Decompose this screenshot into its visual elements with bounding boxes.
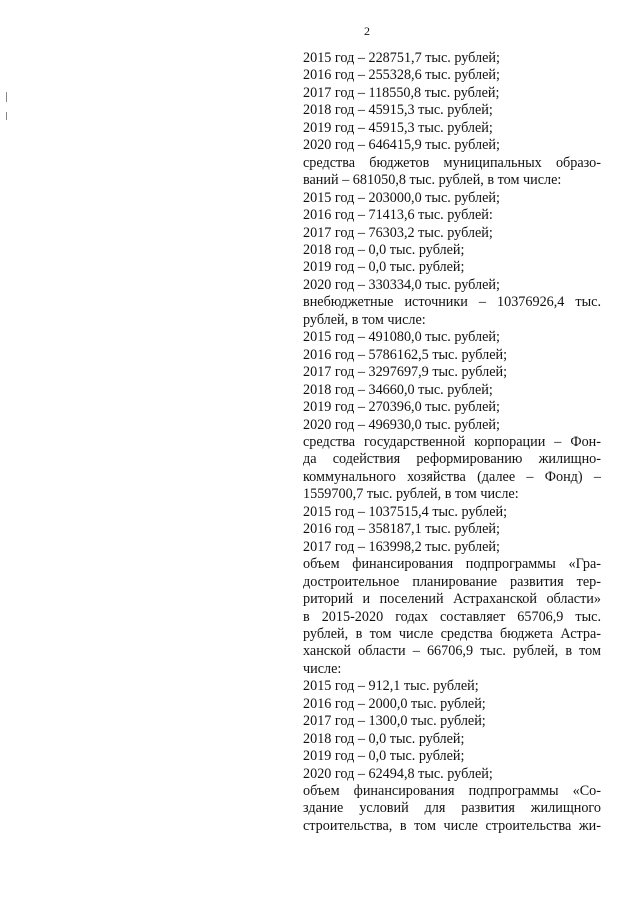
text-line: в 2015-2020 годах составляет 65706,9 тыс.	[303, 608, 601, 625]
text-line: 2016 год – 2000,0 тыс. рублей;	[303, 695, 486, 712]
text-line: коммунального хозяйства (далее – Фонд) –	[303, 468, 601, 485]
text-line: рублей, в том числе средства бюджета Астра-	[303, 625, 601, 642]
text-line: здание условий для развития жилищного	[303, 800, 601, 817]
text-line: 2018 год – 34660,0 тыс. рублей;	[303, 381, 493, 398]
text-line: 2018 год – 0,0 тыс. рублей;	[303, 241, 465, 258]
text-line: числе:	[303, 660, 342, 677]
text-line: строительства, в том числе строительства жи-	[303, 817, 601, 834]
text-line: достроительное планирование развития тер-	[303, 573, 601, 590]
text-line: 2015 год – 203000,0 тыс. рублей;	[303, 189, 500, 206]
text-line: средства бюджетов муниципальных образо-	[303, 154, 601, 171]
text-line: 2018 год – 45915,3 тыс. рублей;	[303, 102, 493, 119]
text-line: средства государственной корпорации – Фон-	[303, 433, 601, 450]
text-line: 2015 год – 912,1 тыс. рублей;	[303, 678, 479, 695]
scan-margin-mark	[6, 112, 7, 120]
text-line: 2016 год – 71413,6 тыс. рублей:	[303, 207, 493, 224]
text-line: рублей, в том числе:	[303, 311, 426, 328]
text-line: 2019 год – 45915,3 тыс. рублей;	[303, 119, 493, 136]
text-line: внебюджетные источники – 10376926,4 тыс.	[303, 294, 601, 311]
text-line: объем финансирования подпрограммы «Со-	[303, 783, 601, 800]
text-line: 2015 год – 1037515,4 тыс. рублей;	[303, 503, 508, 520]
text-line: 2016 год – 5786162,5 тыс. рублей;	[303, 346, 508, 363]
text-line: 2017 год – 163998,2 тыс. рублей;	[303, 538, 500, 555]
text-line: 2019 год – 0,0 тыс. рублей;	[303, 259, 465, 276]
text-line: 1559700,7 тыс. рублей, в том числе:	[303, 486, 519, 503]
text-line: 2019 год – 270396,0 тыс. рублей;	[303, 399, 500, 416]
text-line: 2017 год – 1300,0 тыс. рублей;	[303, 713, 486, 730]
text-line: ваний – 681050,8 тыс. рублей, в том числе:	[303, 172, 562, 189]
text-line: 2016 год – 358187,1 тыс. рублей;	[303, 521, 500, 538]
text-line: 2019 год – 0,0 тыс. рублей;	[303, 748, 465, 765]
text-line: 2016 год – 255328,6 тыс. рублей;	[303, 67, 500, 84]
text-line: 2017 год – 3297697,9 тыс. рублей;	[303, 364, 508, 381]
document-text-column	[303, 50, 601, 835]
text-line: 2020 год – 496930,0 тыс. рублей;	[303, 416, 500, 433]
text-line: 2017 год – 118550,8 тыс. рублей;	[303, 84, 500, 101]
text-line: риторий и поселений Астраханской области»	[303, 591, 601, 608]
text-line: 2020 год – 62494,8 тыс. рублей;	[303, 765, 493, 782]
text-line: да содействия реформированию жилищно-	[303, 451, 601, 468]
page-number: 2	[364, 24, 370, 38]
text-line: 2020 год – 646415,9 тыс. рублей;	[303, 137, 500, 154]
text-line: 2020 год – 330334,0 тыс. рублей;	[303, 276, 500, 293]
text-line: 2015 год – 491080,0 тыс. рублей;	[303, 329, 500, 346]
text-line: объем финансирования подпрограммы «Гра-	[303, 556, 601, 573]
scan-margin-mark	[6, 92, 7, 102]
text-line: 2017 год – 76303,2 тыс. рублей;	[303, 224, 493, 241]
text-line: ханской области – 66706,9 тыс. рублей, в том	[303, 643, 601, 660]
text-line: 2018 год – 0,0 тыс. рублей;	[303, 730, 465, 747]
text-line: 2015 год – 228751,7 тыс. рублей;	[303, 50, 500, 66]
